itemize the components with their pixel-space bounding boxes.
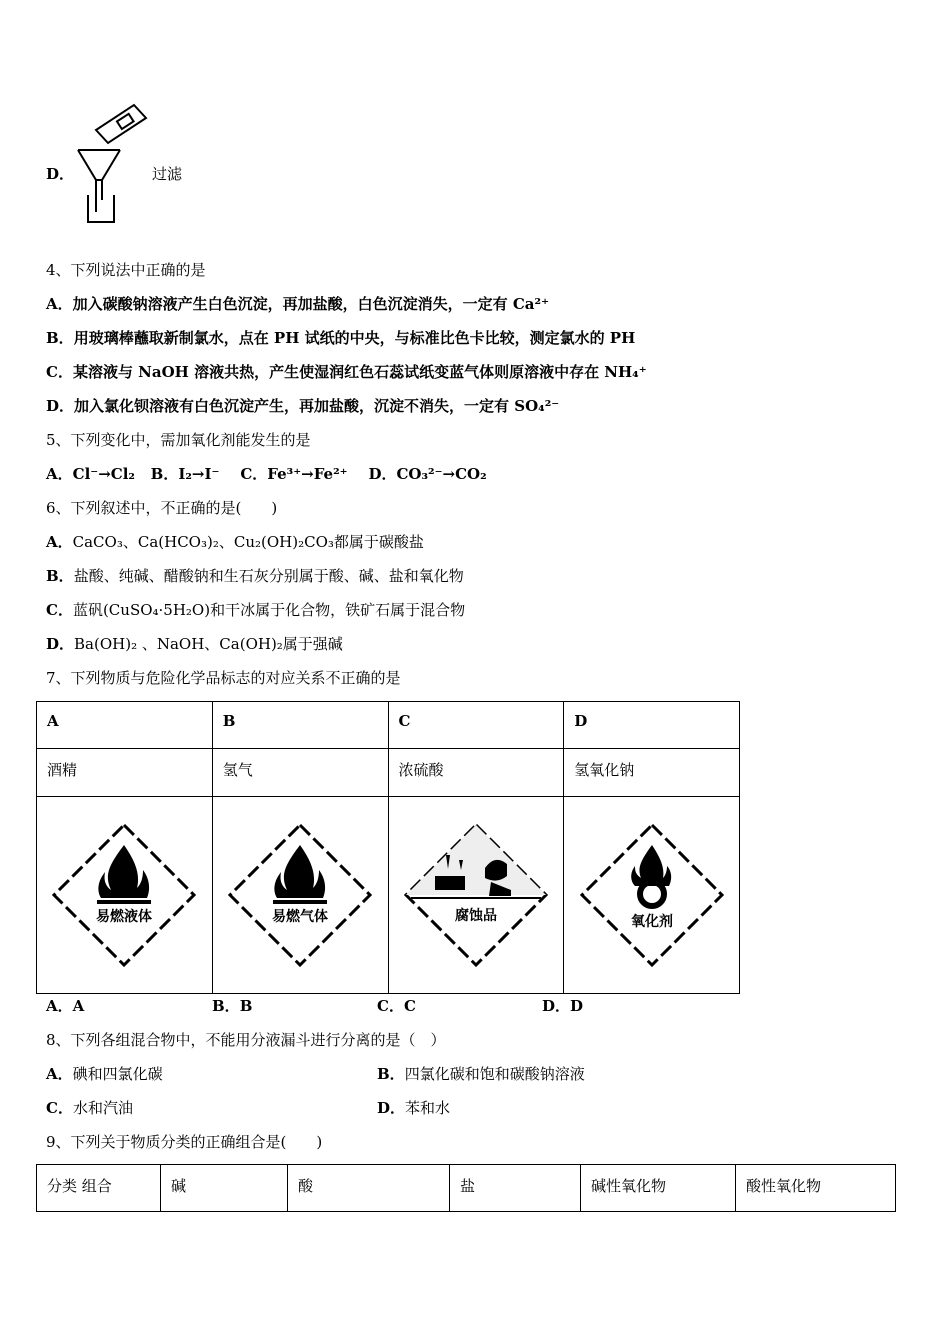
flammable-gas-sign-icon <box>225 820 375 970</box>
option-label: A． <box>46 465 73 483</box>
q4-option-c <box>46 362 647 382</box>
q9-stem: 9、下列关于物质分类的正确组合是( ) <box>46 1133 323 1151</box>
q8-option-a <box>46 1064 163 1084</box>
option-text: Fe³⁺→Fe²⁺ <box>267 465 348 483</box>
flammable-liquid-sign-icon <box>49 820 199 970</box>
option-label: B． <box>46 567 74 585</box>
q9-header-acid: 酸 <box>288 1165 450 1212</box>
q7-sign-a <box>37 797 213 994</box>
q9-header-base: 碱 <box>161 1165 288 1212</box>
option-label: A． <box>46 1065 73 1083</box>
option-text: C <box>403 997 416 1015</box>
q7-sign-c <box>388 797 564 994</box>
q9-header-category: 分类 组合 <box>37 1165 161 1212</box>
option-label: B． <box>377 1065 405 1083</box>
option-label: C． <box>46 601 73 619</box>
option-text: B <box>239 997 253 1015</box>
option-text: A <box>72 997 85 1015</box>
option-label: C． <box>240 465 268 483</box>
q5-stem: 5、下列变化中，需加氧化剂能发生的是 <box>46 431 311 449</box>
q7-option-b <box>212 996 252 1016</box>
q7-header-a: A <box>37 702 213 749</box>
option-label: B． <box>46 329 74 347</box>
filtration-apparatus-icon <box>74 100 154 225</box>
q7-option-d <box>542 996 583 1016</box>
option-label: D． <box>368 465 397 483</box>
q5-options <box>46 464 487 484</box>
option-text: Ba(OH)₂ 、NaOH、Ca(OH)₂属于强碱 <box>74 635 343 653</box>
option-text: 用玻璃棒蘸取新制氯水，点在 PH 试纸的中央，与标准比色卡比较，测定氯水的 PH <box>73 329 636 347</box>
option-text: 四氯化碳和饱和碳酸钠溶液 <box>404 1065 585 1083</box>
q4-option-d <box>46 396 559 416</box>
option-text: 水和汽油 <box>72 1099 133 1117</box>
q7-option-c <box>377 996 416 1016</box>
option-label: D． <box>377 1099 406 1117</box>
option-text: 某溶液与 NaOH 溶液共热，产生使湿润红色石蕊试纸变蓝气体则原溶液中存在 NH₄⁺ <box>72 363 647 381</box>
option-label: C． <box>46 363 73 381</box>
option-label: A． <box>46 997 73 1015</box>
q8-option-b <box>377 1064 585 1084</box>
q7-table <box>36 701 740 994</box>
q7-sign-b <box>212 797 388 994</box>
option-label: C． <box>377 997 404 1015</box>
option-label: B． <box>212 997 240 1015</box>
q8-option-c <box>46 1098 133 1118</box>
q7-header-d: D <box>564 702 740 749</box>
sign-label: 易燃气体 <box>272 909 329 925</box>
q6-option-c <box>46 600 465 620</box>
q7-option-a <box>46 996 84 1016</box>
q7-stem: 7、下列物质与危险化学品标志的对应关系不正确的是 <box>46 669 401 687</box>
option-label: A． <box>46 295 73 313</box>
q7-substance-a: 酒精 <box>37 749 213 797</box>
option-text: 加入碳酸钠溶液产生白色沉淀，再加盐酸，白色沉淀消失，一定有 Ca²⁺ <box>72 295 550 313</box>
option-text: CO₃²⁻→CO₂ <box>396 465 487 483</box>
option-text: 苯和水 <box>405 1099 451 1117</box>
option-text: 蓝矾(CuSO₄·5H₂O)和干冰属于化合物，铁矿石属于混合物 <box>72 601 466 619</box>
q6-stem: 6、下列叙述中，不正确的是( ) <box>46 499 278 517</box>
q7-substance-c: 浓硫酸 <box>388 749 564 797</box>
sign-label: 易燃液体 <box>96 909 153 925</box>
q3-option-d-text: 过滤 <box>152 165 183 183</box>
q9-header-salt: 盐 <box>450 1165 581 1212</box>
sign-label: 腐蚀品 <box>454 908 497 924</box>
option-label: A． <box>46 533 73 551</box>
q7-substance-b: 氢气 <box>212 749 388 797</box>
q4-option-a <box>46 294 549 314</box>
option-text: D <box>570 997 584 1015</box>
q9-table <box>36 1164 896 1212</box>
q7-header-c: C <box>388 702 564 749</box>
q7-sign-d <box>564 797 740 994</box>
option-text: Cl⁻→Cl₂ <box>72 465 135 483</box>
q7-substance-d: 氢氧化钠 <box>564 749 740 797</box>
q6-option-b <box>46 566 464 586</box>
option-text: I₂→I⁻ <box>178 465 220 483</box>
oxidizer-sign-icon <box>577 820 727 970</box>
option-text: 加入氯化钡溶液有白色沉淀产生，再加盐酸，沉淀不消失，一定有 SO₄²⁻ <box>74 397 560 415</box>
q7-header-b: B <box>212 702 388 749</box>
option-label: B． <box>150 465 179 483</box>
q4-option-b <box>46 328 635 348</box>
q9-header-acidic-oxide: 酸性氧化物 <box>736 1165 896 1212</box>
option-text: CaCO₃、Ca(HCO₃)₂、Cu₂(OH)₂CO₃都属于碳酸盐 <box>72 533 424 551</box>
option-label: C． <box>46 1099 73 1117</box>
sign-label: 氧化剂 <box>630 914 673 930</box>
option-label: D． <box>46 635 75 653</box>
option-text: 碘和四氯化碳 <box>72 1065 163 1083</box>
q9-header-basic-oxide: 碱性氧化物 <box>581 1165 736 1212</box>
q8-stem: 8、下列各组混合物中，不能用分液漏斗进行分离的是（ ） <box>46 1031 446 1049</box>
q8-option-d <box>377 1098 450 1118</box>
option-label: D． <box>46 397 75 415</box>
option-text: 盐酸、纯碱、醋酸钠和生石灰分别属于酸、碱、盐和氧化物 <box>73 567 464 585</box>
q6-option-a <box>46 532 424 552</box>
corrosive-sign-icon <box>401 820 551 970</box>
q3-option-d-label: D． <box>46 165 75 183</box>
q6-option-d <box>46 634 343 654</box>
option-label: D． <box>542 997 571 1015</box>
q4-stem: 4、下列说法中正确的是 <box>46 261 206 279</box>
